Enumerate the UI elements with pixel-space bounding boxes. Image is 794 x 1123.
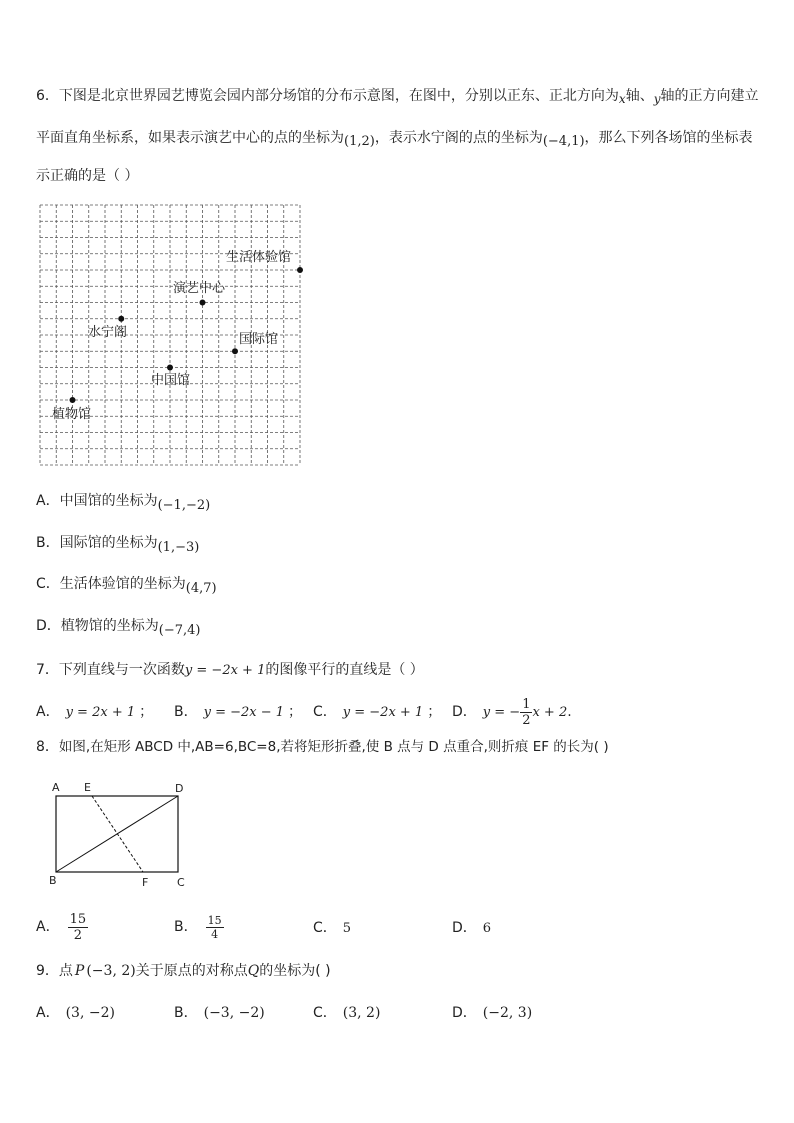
- q9-option-a: A． (3, −2): [36, 1005, 115, 1021]
- q8-number: 8．: [36, 739, 59, 755]
- point-zhiwu: [70, 397, 76, 403]
- q6-option-d: D．植物馆的坐标为(−7,4): [36, 618, 201, 638]
- q8-option-c: C． 5: [313, 920, 352, 936]
- q8-rectangle-figure: [44, 778, 194, 893]
- q9-option-c: C． (3, 2): [313, 1005, 381, 1021]
- q6-map: [38, 203, 304, 467]
- label-shenghuo: 生活体验馆: [226, 250, 292, 265]
- point-zhongguo: [167, 365, 173, 371]
- q6-line1-a: 下图是北京世界园艺博览会园内部分场馆的分布示意图，在图中，分别以正东、正北方向为: [58, 88, 619, 104]
- label-guoji: 国际馆: [239, 332, 279, 347]
- q6-line2-c: ，那么下列各场馆的坐标表: [584, 130, 753, 146]
- q6-coord-shuining: (−4,1): [542, 134, 585, 149]
- q6-option-a: A．中国馆的坐标为(−1,−2): [36, 493, 211, 513]
- q6-option-c: C．生活体验馆的坐标为(4,7): [36, 576, 217, 596]
- q7-option-d: D． y = − $\frac{1}{2}$ x + 2.: [452, 696, 572, 728]
- q9-number: 9．: [36, 963, 59, 979]
- q6-y-var: y: [653, 92, 661, 106]
- q7-func: y = −2x + 1: [184, 663, 266, 678]
- q7-number: 7．: [36, 662, 59, 678]
- label-point-a: A: [52, 781, 60, 794]
- q7-option-b: B． y = −2x − 1 ；: [174, 704, 303, 720]
- point-shuining: [118, 316, 124, 322]
- q7-stem: 7．下列直线与一次函数y = −2x + 1的图像平行的直线是（ ）: [36, 662, 424, 678]
- q6-line2-b: ，表示水宁阁的点的坐标为: [374, 130, 543, 146]
- q8-option-a: A． $\frac{15}{2}$: [36, 911, 87, 943]
- label-point-c: C: [177, 876, 185, 889]
- q7-option-a: A． y = 2x + 1 ；: [36, 704, 154, 720]
- q6-x-var: x: [618, 92, 626, 106]
- q9-stem: 9．点 P (−3, 2)关于原点的对称点Q的坐标为( ): [36, 963, 331, 979]
- q6-line1-b: 轴、: [625, 88, 654, 104]
- label-yanyi: 演艺中心: [173, 281, 226, 296]
- q6-coord-yanyi: (1,2): [344, 134, 375, 149]
- point-yanyi: [200, 300, 206, 306]
- q7-option-c: C． y = −2x + 1 ；: [313, 704, 442, 720]
- q6-line3: 示正确的是（ ）: [36, 168, 139, 184]
- fold-line-ef: [92, 796, 143, 872]
- point-guoji: [232, 348, 238, 354]
- q6-number: 6．: [36, 88, 59, 104]
- label-shuining: 水宁阁: [88, 325, 128, 340]
- label-point-d: D: [175, 782, 184, 795]
- q8-option-d: D． 6: [452, 920, 492, 936]
- point-shenghuo: [297, 267, 303, 273]
- q6-line2: [36, 128, 753, 152]
- q8-stem: 8．如图,在矩形 ABCD 中,AB=6,BC=8,若将矩形折叠,使 B 点与 D 点重合,则折痕 EF 的长为( ): [36, 739, 609, 755]
- label-point-f: F: [142, 876, 149, 889]
- q9-option-b: B． (−3, −2): [174, 1005, 265, 1021]
- q6-line1-c: 轴的正方向建立: [660, 88, 759, 104]
- label-point-e: E: [84, 781, 91, 794]
- q8-option-b: B． $\frac{15}{4}$: [174, 913, 222, 941]
- q6-option-b: B．国际馆的坐标为(1,−3): [36, 535, 200, 555]
- q6-line2-a: 平面直角坐标系，如果表示演艺中心的点的坐标为: [36, 130, 344, 146]
- label-zhiwu: 植物馆: [52, 407, 92, 422]
- q7-d-fraction: $\frac{1}{2}$: [522, 696, 531, 728]
- label-zhongguo: 中国馆: [151, 373, 191, 388]
- q6-line1: [36, 86, 758, 109]
- q9-option-d: D． (−2, 3): [452, 1005, 533, 1021]
- label-point-b: B: [49, 874, 57, 887]
